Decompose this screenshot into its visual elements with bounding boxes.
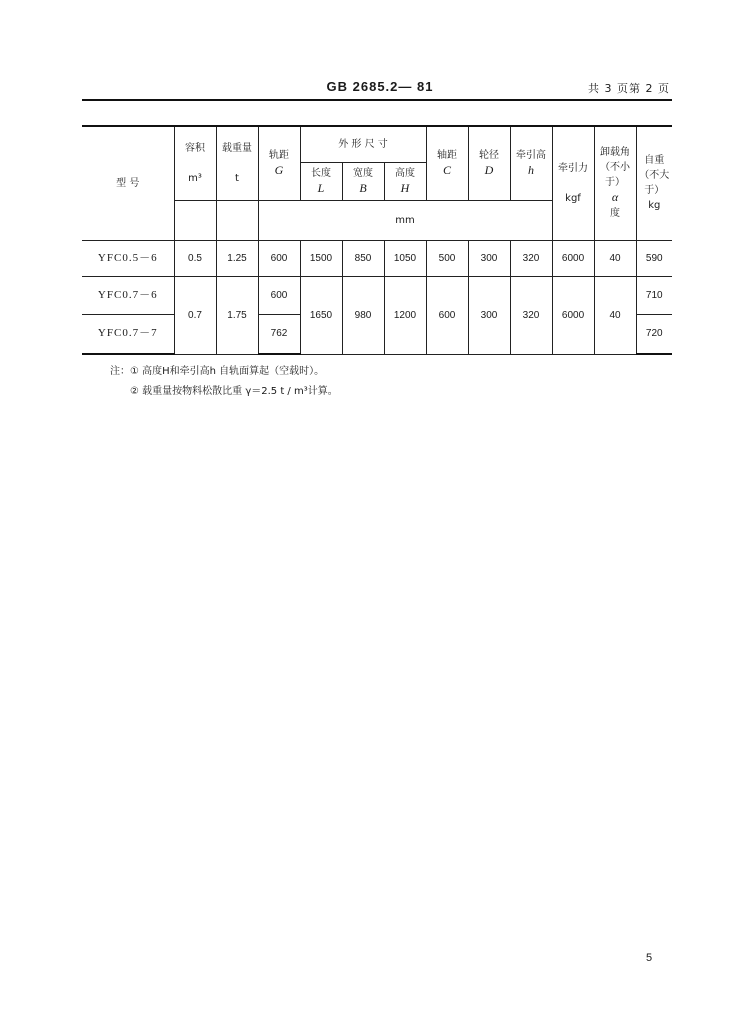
note-1: 注：① 高度H和牵引高h 自轨面算起（空载时）。 bbox=[110, 366, 325, 377]
col-header-wheel-diameter: 轮径 D bbox=[468, 126, 510, 200]
cell-model: YFC0.5－6 bbox=[82, 240, 174, 276]
cell-gauge: 600 bbox=[258, 276, 300, 314]
cell-load: 1.25 bbox=[216, 240, 258, 276]
cell-length: 1500 bbox=[300, 240, 342, 276]
cell-tow-height: 320 bbox=[510, 276, 552, 354]
cell-traction: 6000 bbox=[552, 276, 594, 354]
page-number: 5 bbox=[646, 952, 653, 964]
cell-weight: 710 bbox=[636, 276, 672, 314]
col-header-volume: 容积 m³ bbox=[174, 126, 216, 200]
col-header-tow-height: 牵引高 h bbox=[510, 126, 552, 200]
cell-dump-angle: 40 bbox=[594, 276, 636, 354]
col-header-load: 载重量 t bbox=[216, 126, 258, 200]
cell-weight: 720 bbox=[636, 314, 672, 354]
col-header-dimensions: 外 形 尺 寸 bbox=[300, 126, 426, 162]
cell-wheel-diameter: 300 bbox=[468, 276, 510, 354]
cell-gauge: 762 bbox=[258, 314, 300, 354]
cell-dump-angle: 40 bbox=[594, 240, 636, 276]
col-header-weight: 自重 （不大于） kg bbox=[636, 126, 672, 240]
spec-table bbox=[82, 125, 672, 355]
table-notes bbox=[110, 362, 338, 402]
col-header-model: 型 号 bbox=[82, 126, 174, 240]
table-row bbox=[82, 276, 672, 314]
header-rule bbox=[82, 99, 672, 101]
col-header-traction: 牵引力 kgf bbox=[552, 126, 594, 240]
cell-wheel-diameter: 300 bbox=[468, 240, 510, 276]
cell-width: 980 bbox=[342, 276, 384, 354]
unit-mm: mm bbox=[258, 200, 552, 240]
col-header-dump-angle: 卸载角 （不小于） α 度 bbox=[594, 126, 636, 240]
note-2: ② 载重量按物料松散比重 γ＝2.5 t / m³计算。 bbox=[130, 386, 338, 397]
page-info: 共 3 页第 2 页 bbox=[588, 82, 670, 95]
volume-unit-spacer bbox=[174, 200, 216, 240]
header-row-1 bbox=[82, 126, 672, 162]
cell-volume: 0.7 bbox=[174, 276, 216, 354]
cell-gauge: 600 bbox=[258, 240, 300, 276]
cell-length: 1650 bbox=[300, 276, 342, 354]
cell-wheelbase: 600 bbox=[426, 276, 468, 354]
cell-height: 1200 bbox=[384, 276, 426, 354]
standard-number: GB 2685.2— 81 bbox=[326, 79, 434, 94]
col-header-wheelbase: 轴距 C bbox=[426, 126, 468, 200]
load-unit-spacer bbox=[216, 200, 258, 240]
cell-tow-height: 320 bbox=[510, 240, 552, 276]
cell-model: YFC0.7－6 bbox=[82, 276, 174, 314]
col-header-gauge: 轨距 G bbox=[258, 126, 300, 200]
cell-height: 1050 bbox=[384, 240, 426, 276]
col-header-height: 高度 H bbox=[384, 162, 426, 200]
cell-wheelbase: 500 bbox=[426, 240, 468, 276]
cell-load: 1.75 bbox=[216, 276, 258, 354]
cell-model: YFC0.7－7 bbox=[82, 314, 174, 354]
col-header-width: 宽度 B bbox=[342, 162, 384, 200]
col-header-length: 长度 L bbox=[300, 162, 342, 200]
cell-traction: 6000 bbox=[552, 240, 594, 276]
cell-width: 850 bbox=[342, 240, 384, 276]
table-row bbox=[82, 240, 672, 276]
cell-weight: 590 bbox=[636, 240, 672, 276]
cell-volume: 0.5 bbox=[174, 240, 216, 276]
